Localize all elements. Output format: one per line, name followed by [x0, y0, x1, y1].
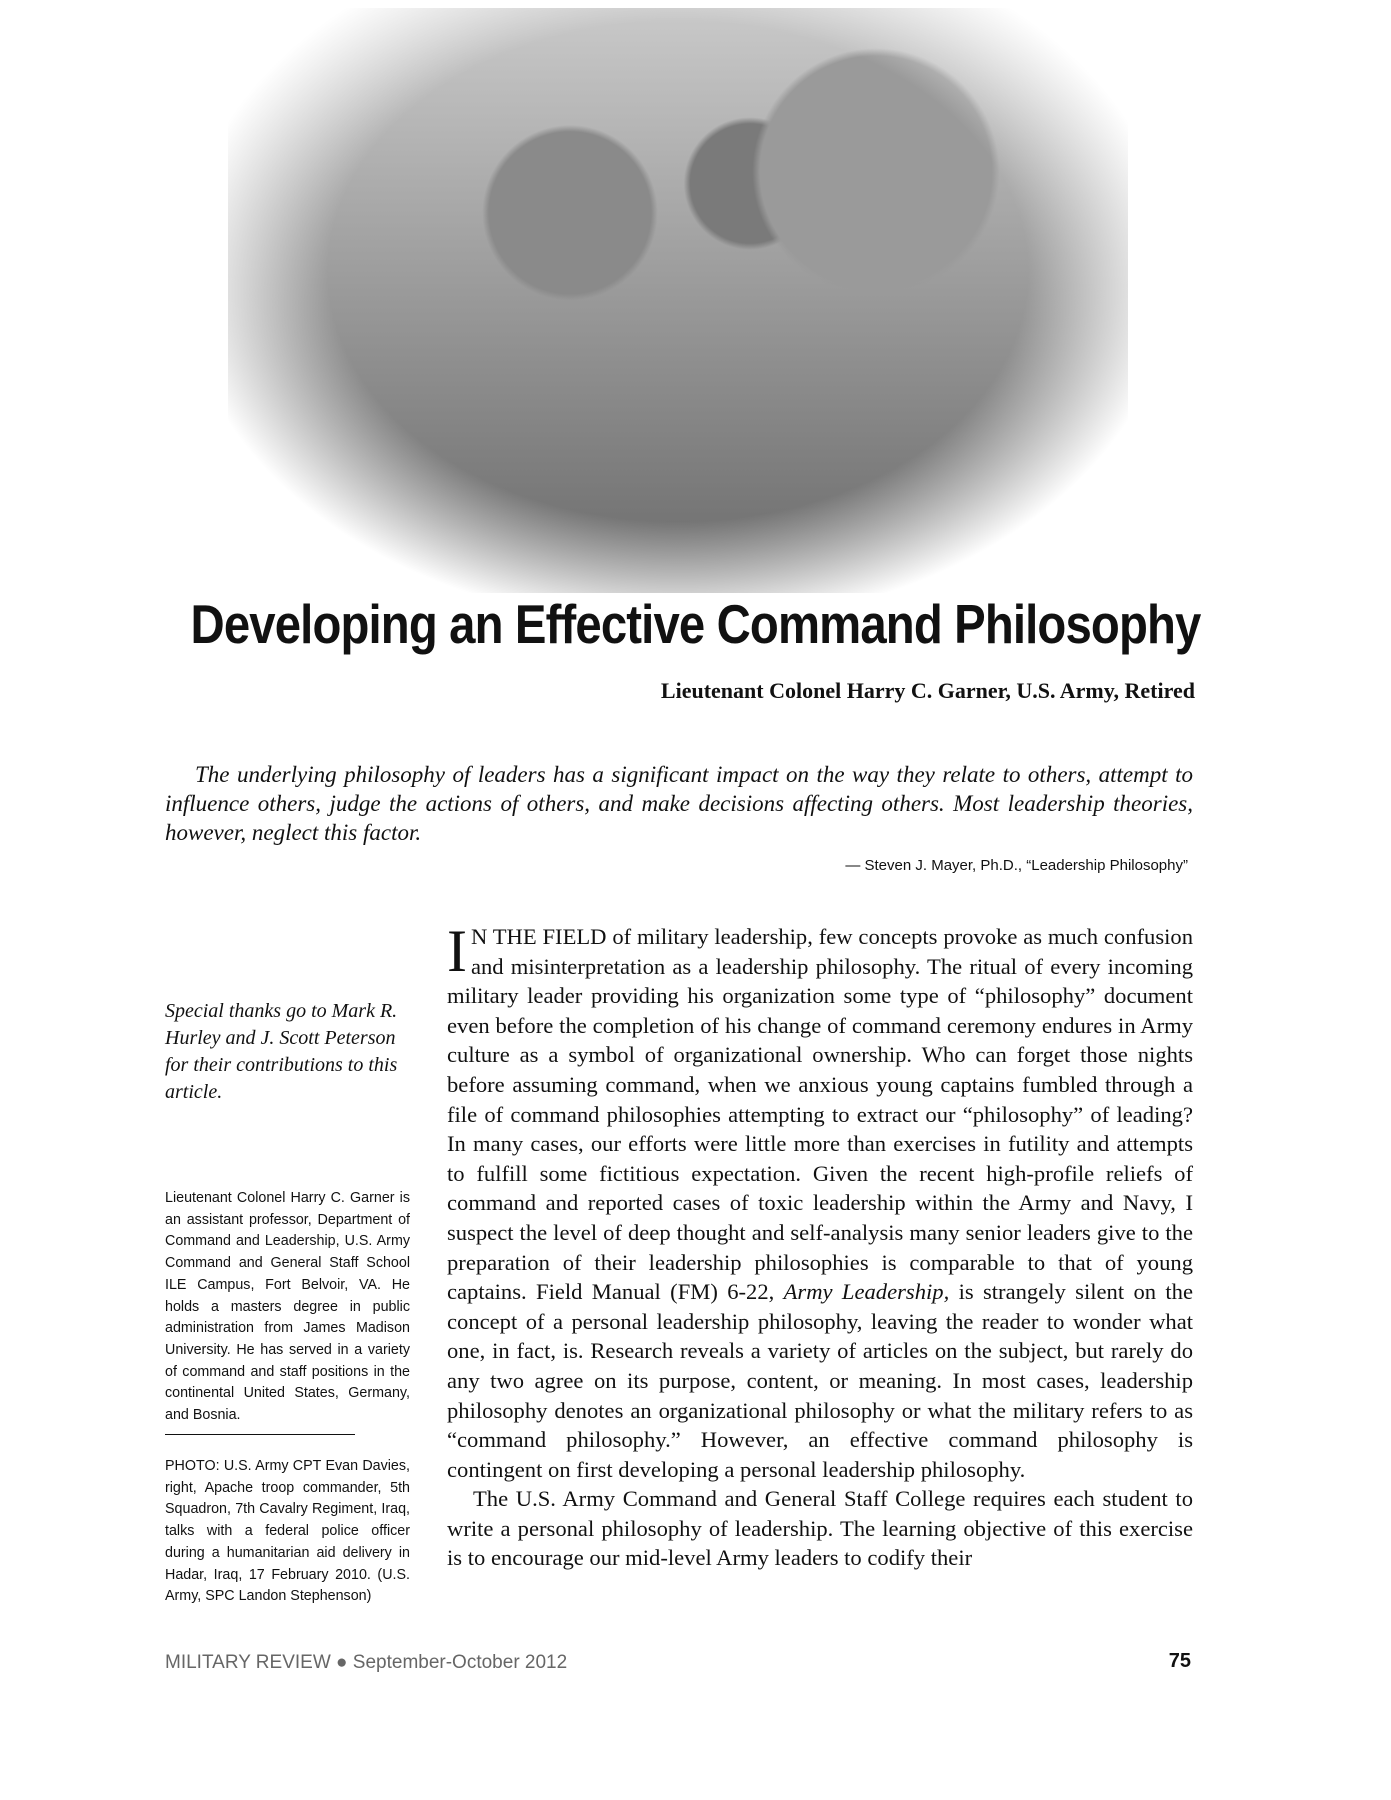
- photo-caption: PHOTO: U.S. Army CPT Evan Davies, right, Apache troop commander, 5th Squadron, 7th Cavalry Regiment, Iraq, talks with a federal police officer during a humanitarian aid delivery in Hadar, Iraq, 17 February 2010. (U.S. Army, SPC Landon Stephenson): [165, 1458, 410, 1605]
- epigraph-attribution: — Steven J. Mayer, Ph.D., “Leadership Philosophy”: [845, 857, 1188, 874]
- author-bio: Lieutenant Colonel Harry C. Garner is an assistant professor, Department of Command and Leadership, U.S. Army Command and General Staff School ILE Campus, Fort Belvoir, VA. He holds a masters degree in public administration from James Madison University. He has served in a variety of command and staff positions in the continental United States, Germany, and Bosnia.: [165, 1190, 410, 1424]
- acknowledgment: Special thanks go to Mark R. Hurley and J. Scott Peterson for their contributions to this article.: [165, 1000, 398, 1103]
- divider: [165, 1434, 355, 1435]
- manual-title: Army Leadership,: [783, 1279, 950, 1305]
- footer-publication: MILITARY REVIEW ● September-October 2012: [165, 1652, 568, 1673]
- epigraph-quote: The underlying philosophy of leaders has a significant impact on the way they relate to others, attempt to influence others, judge the actions of others, and make decisions affecting others. Most leadership theories, however, neglect this factor.: [165, 762, 1193, 845]
- paragraph-text: is strangely silent on the concept of a personal leadership philosophy, leaving the reader to wonder what one, in fact, is. Research reveals a variety of articles on the subject, but rarely do any two agree on its purpose, content, or meaning. In most cases, leadership philosophy denotes an organizational philosophy or what the military refers to as “command philosophy.” However, an effective command philosophy is contingent on first developing a personal leadership philosophy.: [447, 1279, 1193, 1482]
- drop-cap: I: [447, 918, 467, 984]
- article-photo: [228, 8, 1128, 593]
- paragraph-2: The U.S. Army Command and General Staff College requires each student to write a personal philosophy of leadership. The learning objective of this exercise is to encourage our mid-level Army leaders to codify their: [447, 1486, 1193, 1571]
- author-byline: Lieutenant Colonel Harry C. Garner, U.S. Army, Retired: [660, 678, 1195, 703]
- paragraph-1: [447, 918, 1193, 1484]
- article-body: [447, 918, 1193, 1573]
- paragraph-text: N THE FIELD of military leadership, few concepts provoke as much confusion and misinterpretation as a leadership philosophy. The ritual of every incoming military leader providing his organization some type of “philosophy” document even before the completion of his change of command ceremony endures in Army culture as a symbol of organizational ownership. Who can forget those nights before assuming command, when we anxious young captains fumbled through a file of command philosophies attempting to extract our “philosophy” of leading? In many cases, our efforts were little more than exercises in futility and attempts to fulfill some fictitious expectation. Given the recent high-profile reliefs of command and reported cases of toxic leadership within the Army and Navy, I suspect the level of deep thought and self-analysis many senior leaders give to the preparation of their leadership philosophies is comparable to that of young captains. Field Manual (FM) 6-22,: [447, 924, 1193, 1305]
- page-number: 75: [1168, 1650, 1191, 1672]
- article-title: Developing an Effective Command Philosophy: [190, 593, 1201, 655]
